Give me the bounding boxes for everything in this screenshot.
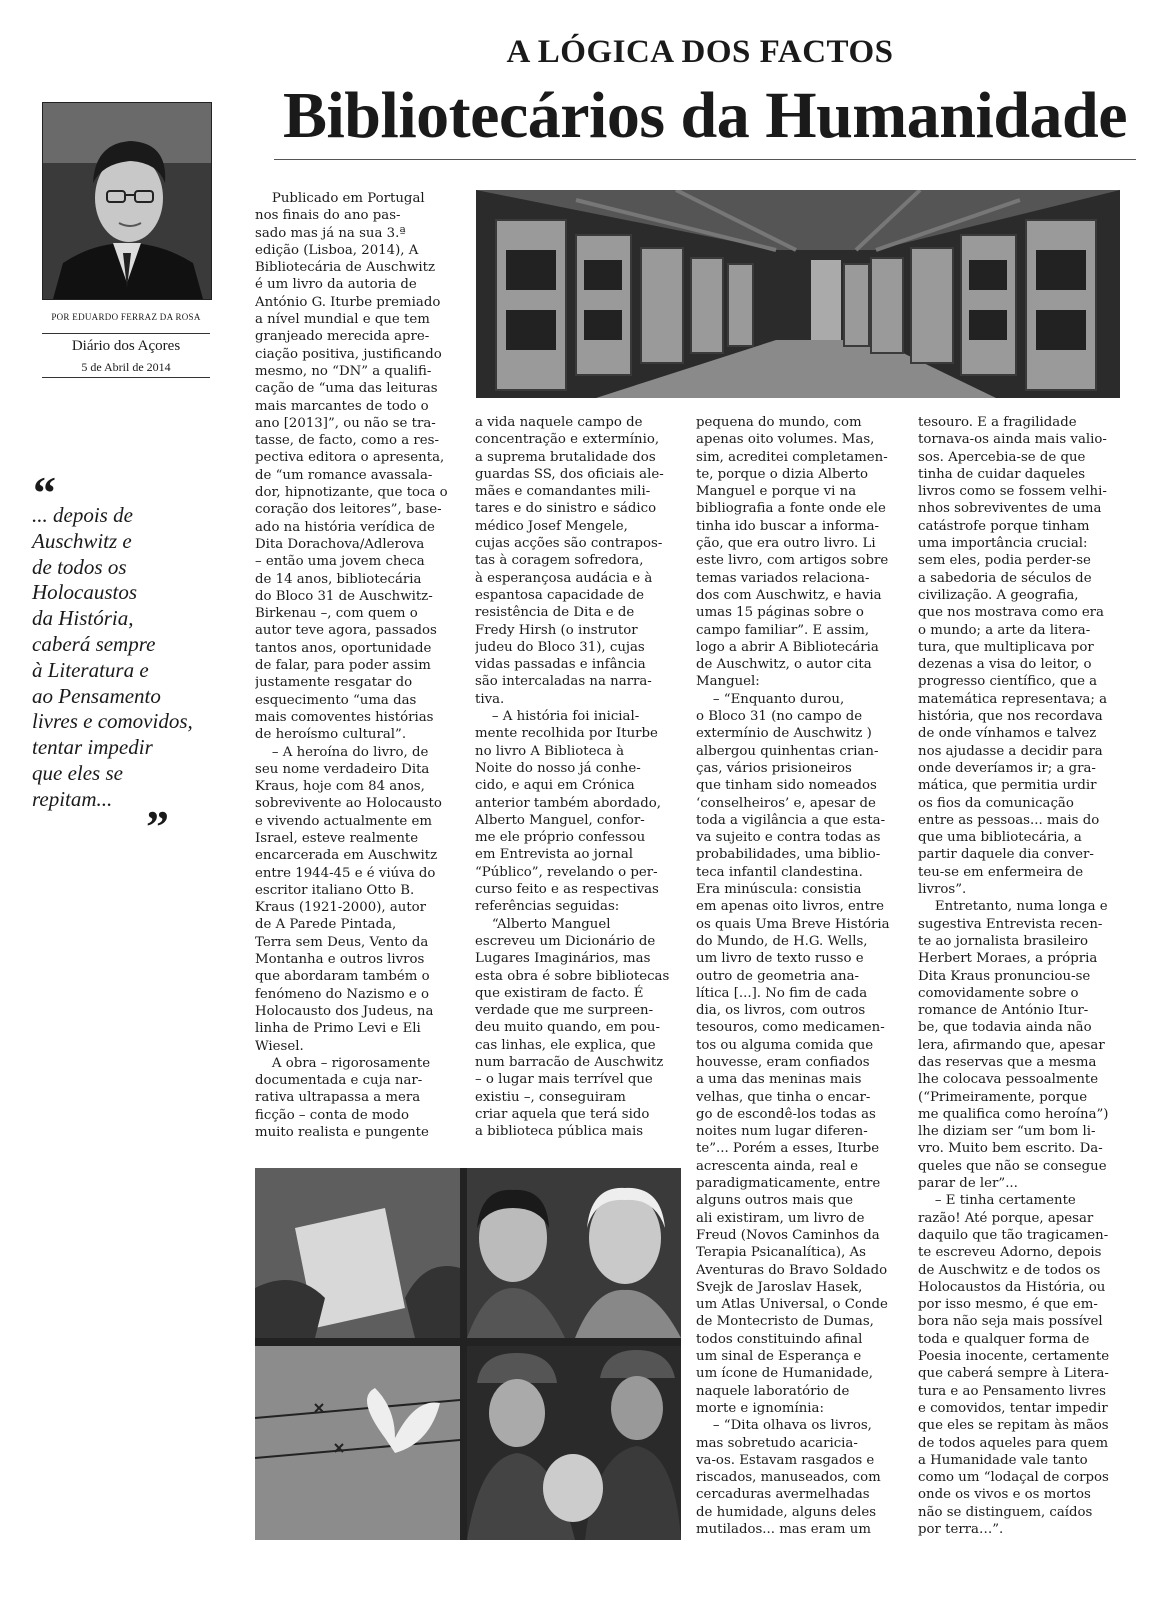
article-column-2: a vida naquele campo de concentração e extermínio, a suprema brutalidade dos guardas SS, dos oficiais ale- mães e comandantes mili- tares e do sinistro e sádico médico Josef Mengele, cujas acções são contrapos- tas à coragem sofredora, à esperançosa audácia e à espantosa capacidade de resistência de Dita e de Fredy Hirsh (o instrutor judeu do Bloco 31), cujas vidas passadas e infância são intercaladas na narra- tiva. – A história foi inicial- mente recolhida por Iturbe no livro A Biblioteca à Noite do nosso já conhe- cido, e aqui em Crónica anterior também abordado, Alberto Manguel, confor- me ele próprio confessou em Entrevista ao jornal “Público”, revelando o per- curso feito e as respectivas referências seguidas: “Alberto Manguel escreveu um Dicionário de Lugares Imaginários, mas esta obra é sobre bibliotecas que existiram de facto. É verdade que me surpreen- deu muito quando, em pou- cas linhas, ele explica, que num barracão de Auschwitz – o lugar mais terrível que existiu –, conseguiram criar aquela que terá sido a biblioteca pública mais <box>475 415 670 1140</box>
barracks-photo <box>476 190 1120 398</box>
author-byline: POR EDUARDO FERRAZ DA ROSA <box>51 312 201 322</box>
headline: Bibliotecários da Humanidade <box>282 79 1128 152</box>
article-column-3: pequena do mundo, com apenas oito volumes. Mas, sim, acreditei completamen- te, porque o dizia Alberto Manguel e porque vi na bibliografia a fonte onde ele tinha ido buscar a informa- ção, que era outro livro. Li este livro, com artigos sobre temas variados relaciona- dos com Auschwitz, e havia umas 15 páginas sobre o campo familiar”. E assim, logo a abrir A Bibliotecária de Auschwitz, o autor cita Manguel: – “Enquanto durou, o Bloco 31 (no campo de extermínio de Auschwitz ) albergou quinhentas crian- ças, vários prisioneiros que tinham sido nomeados ‘conselheiros’ e, apesar de toda a vigilância a que esta- va sujeito e contra todas as probabilidades, uma biblio- teca infantil clandestina. Era minúscula: consistia em apenas oito livros, entre os quais Uma Breve História do Mundo, de H.G. Wells, um livro de texto russo e outro de geometria ana- lítica [...]. No fim de cada dia, os livros, com outros tesouros, como medicamen- tos ou alguma comida que houvesse, eram confiados a uma das meninas mais velhas, que tinha o encar- go de escondê-los todas as noites num lugar diferen- te”... Porém a esses, Iturbe acrescenta ainda, real e paradigmaticamente, entre alguns outros mais que ali existiram, um livro de Freud (Novos Caminhos da Terapia Psicanalítica), As Aventuras do Bravo Soldado Svejk de Jaroslav Hasek, um Atlas Universal, o Conde de Montecristo de Dumas, todos constituindo afinal um sinal de Esperança e um ícone de Humanidade, naquele laboratório de morte e ignomínia: – “Dita olhava os livros, mas sobretudo acaricia- va-os. Estavam rasgados e riscados, manuseados, com cercaduras avermelhadas de humidade, alguns deles mutilados... mas eram um <box>696 415 890 1537</box>
open-quote-mark: “ <box>33 467 56 518</box>
newspaper-name: Diário dos Açores <box>71 338 181 354</box>
author-photo <box>42 102 212 300</box>
headline-rule <box>274 159 1136 160</box>
article-column-4: tesouro. E a fragilidade tornava-os ainda mais valio- sos. Apercebia-se de que tinha de cuidar daqueles livros como se fossem velhi- nhos sobreviventes de uma catástrofe porque tinham uma importância crucial: sem eles, podia perder-se a sabedoria de séculos de civilização. A geografia, que nos mostrava como era o mundo; a arte da litera- tura, que multiplicava por dezenas a visa do leitor, o progresso científico, que a matemática representava; a história, que nos recordava de onde vínhamos e talvez nos ajudasse a decidir para onde deveríamos ir; a gra- mática, que permitia urdir os fios da comunicação entre as pessoas... mais do que uma bibliotecária, a partir daquele dia conver- teu-se em enfermeira de livros”. Entretanto, numa longa e sugestiva Entrevista recen- te ao jornalista brasileiro Herbert Moraes, a própria Dita Kraus pronunciou-se comovidamente sobre o romance de António Itur- be, que todavia ainda não lera, afirmando que, apesar das reservas que a mesma lhe colocava pessoalmente (“Primeiramente, porque me qualifica como heroína”) lhe diziam ser “um bom li- vro. Muito bem escrito. Da- queles que não se consegue parar de ler”... – E tinha certamente razão! Até porque, apesar daquilo que tão tragicamen- te escreveu Adorno, depois de Auschwitz e de todos os Holocaustos da História, ou por isso mesmo, é que em- bora não seja mais possível toda e qualquer forma de Poesia inocente, certamente que caberá sempre à Litera- tura e ao Pensamento livres e comovidos, tentar impedir que eles se repitam às mãos de todos aqueles para quem a Humanidade vale tanto como um “lodaçal de corpos onde os vivos e os mortos não se distinguem, caídos por terra…”. <box>918 415 1110 1537</box>
date-rule <box>42 377 210 378</box>
photo-collage <box>255 1168 681 1540</box>
section-kicker: A LÓGICA DOS FACTOS <box>506 34 894 70</box>
close-quote-mark: ” <box>146 801 169 852</box>
byline-rule <box>42 333 210 334</box>
article-column-1: Publicado em Portugal nos finais do ano pas- sado mas já na sua 3.ª edição (Lisboa, 2014), A Bibliotecária de Auschwitz é um livro da autoria de António G. Iturbe premiado a nível mundial e que tem granjeado merecida apre- ciação positiva, justificando mesmo, no “DN” a qualifi- cação de “uma das leituras mais marcantes de todo o ano [2013]”, ou não se tra- tasse, de facto, como a res- pectiva editora o apresenta, de “um romance avassala- dor, hipnotizante, que toca o coração dos leitores”, base- ado na história verídica de Dita Dorachova/Adlerova – então uma jovem checa de 14 anos, bibliotecária do Bloco 31 de Auschwitz- Birkenau –, com quem o autor teve agora, passados tantos anos, oportunidade de falar, para poder assim justamente resgatar do esquecimento “uma das mais comoventes histórias de heroísmo cultural”. – A heroína do livro, de seu nome verdadeiro Dita Kraus, hoje com 84 anos, sobrevivente ao Holocausto e vivendo actualmente em Israel, esteve realmente encarcerada em Auschwitz entre 1944-45 e é viúva do escritor italiano Otto B. Kraus (1921-2000), autor de A Parede Pintada, Terra sem Deus, Vento da Montanha e outros livros que abordaram também o fenómeno do Nazismo e o Holocausto dos Judeus, na linha de Primo Levi e Eli Wiesel. A obra – rigorosamente documentada e cuja nar- rativa ultrapassa a mera ficção – conta de modo muito realista e pungente <box>255 191 448 1141</box>
publication-date: 5 de Abril de 2014 <box>81 360 171 374</box>
pull-quote: ... depois de Auschwitz e de todos os Holocaustos da História, caberá sempre à Literatura e ao Pensamento livres e comovidos, tentar impedir que eles se repitam... <box>32 503 193 811</box>
